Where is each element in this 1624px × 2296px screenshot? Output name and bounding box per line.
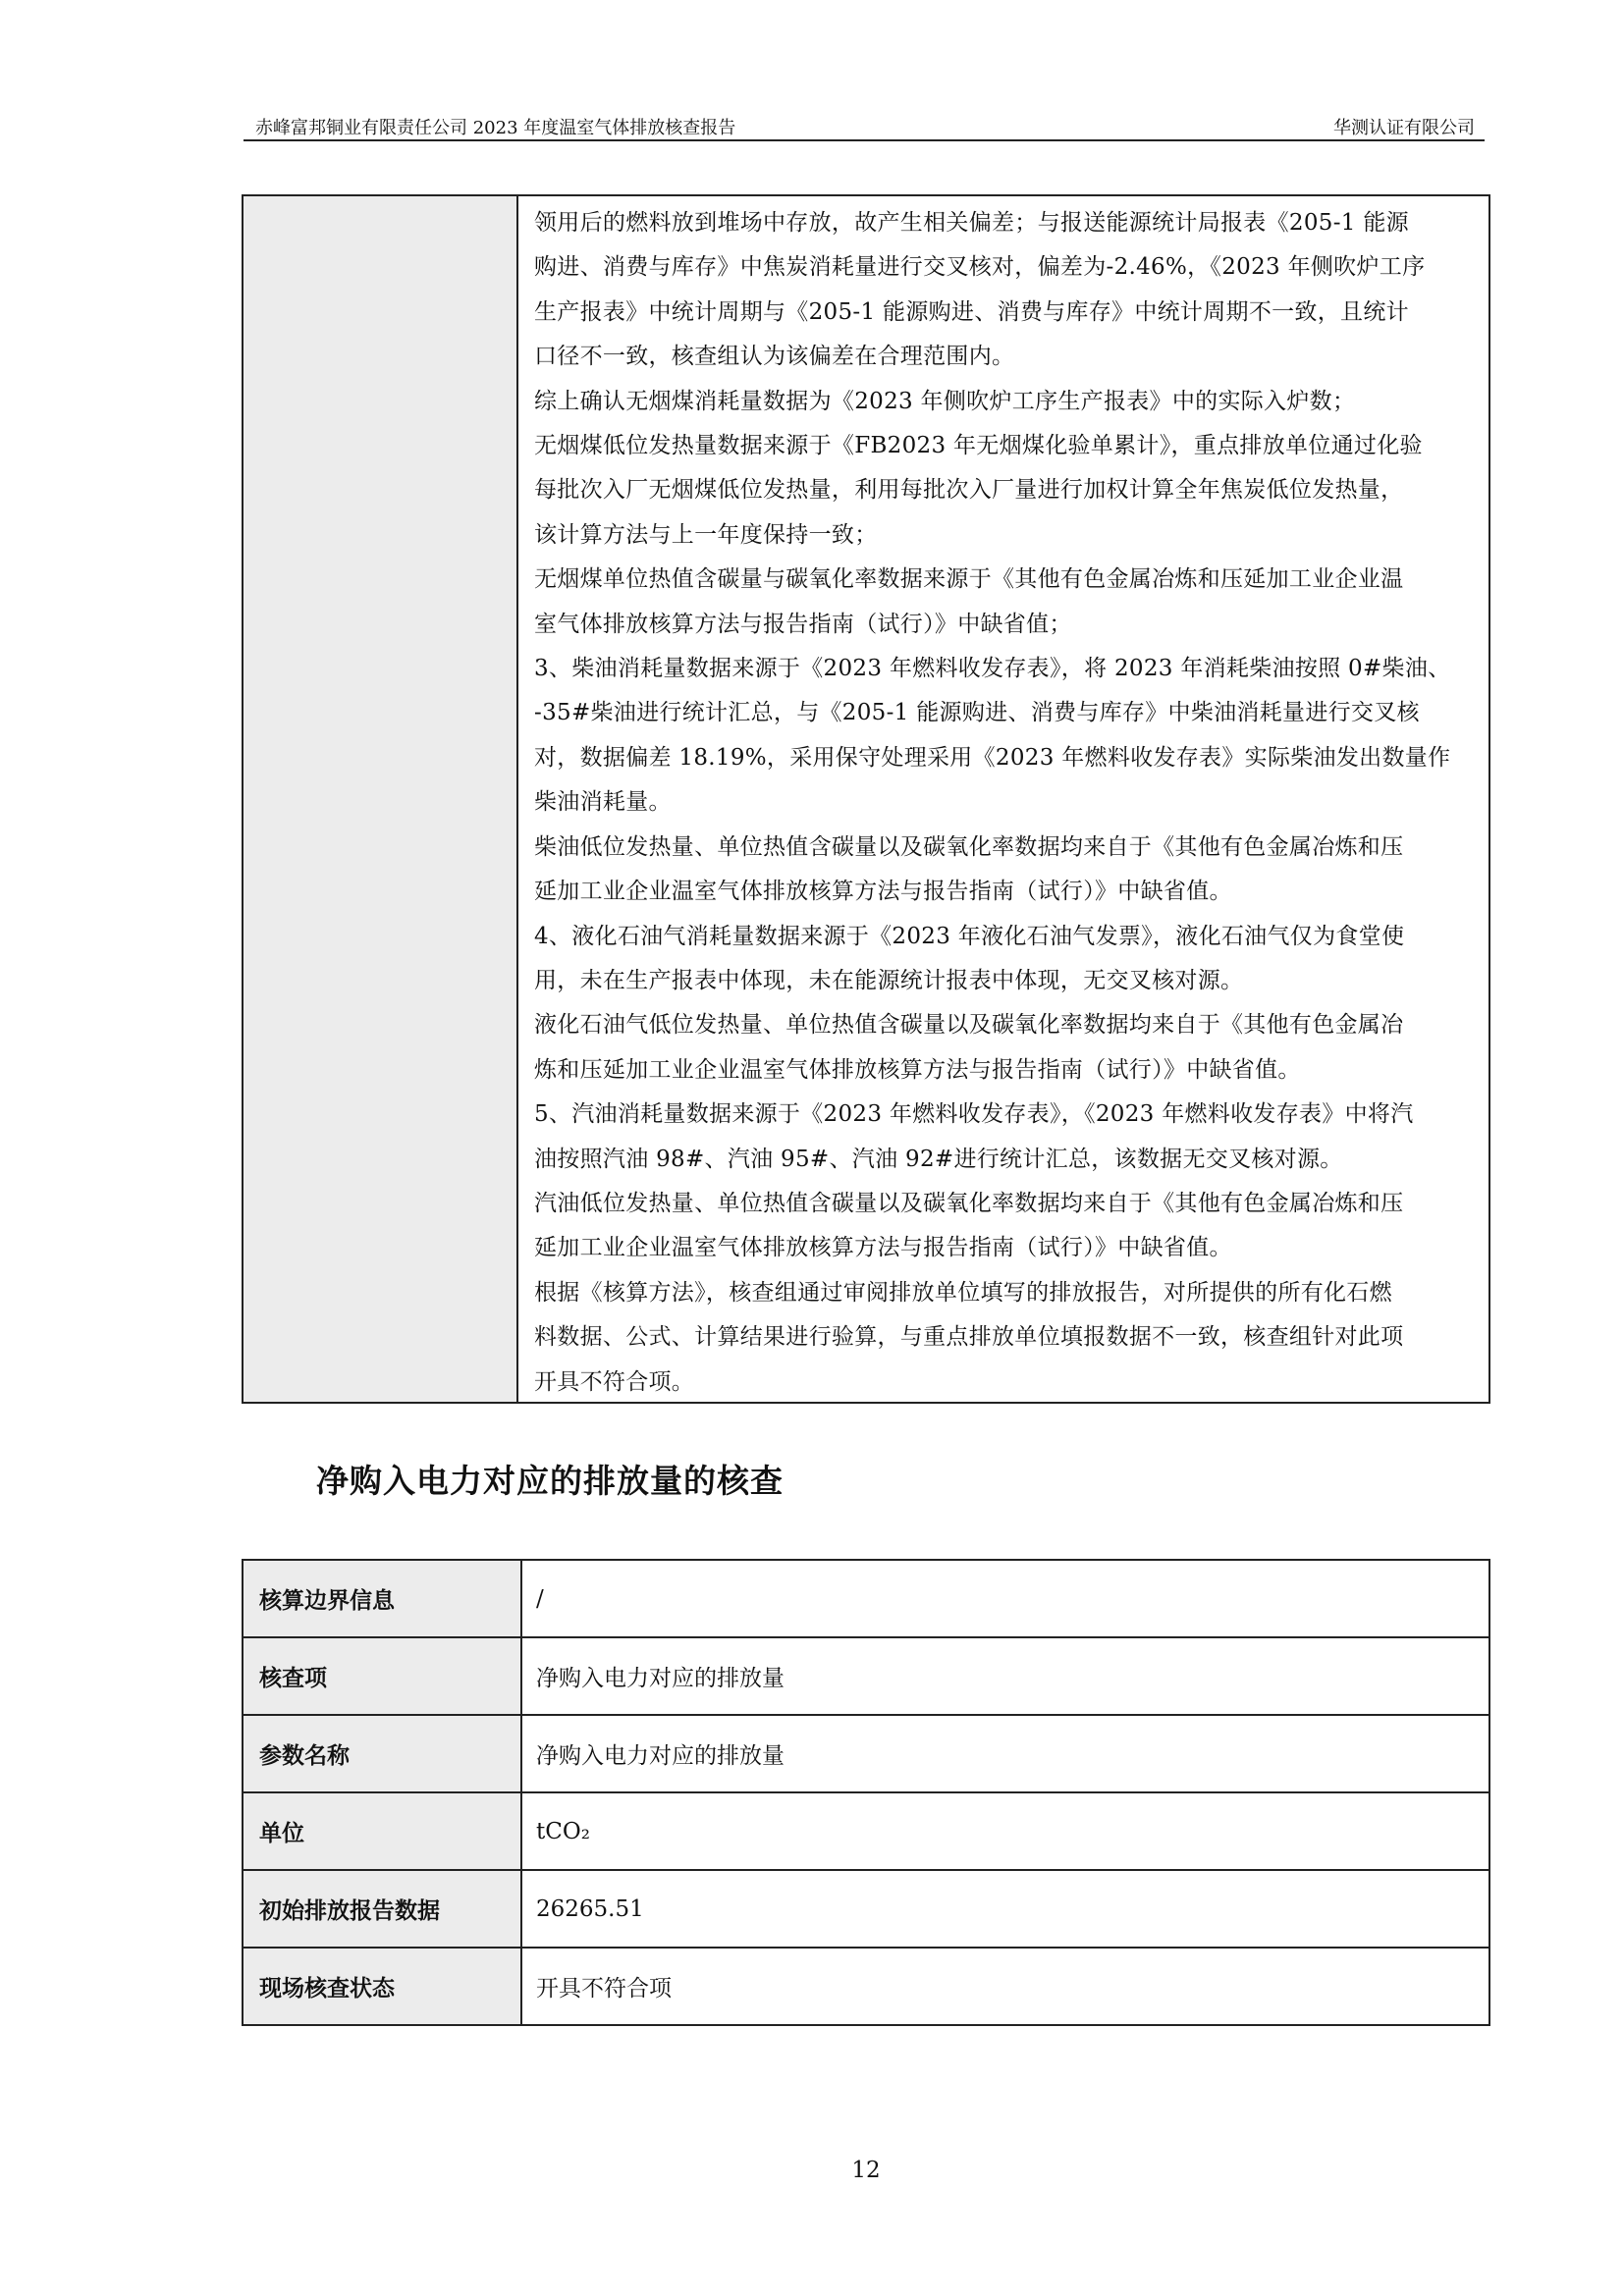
continuation-line: 对，数据偏差 18.19%，采用保守处理采用《2023 年燃料收发存表》实际柴油发出数量作 [534,744,1451,771]
continuation-label-cell [244,196,518,1402]
row-label: 参数名称 [243,1715,521,1792]
continuation-line: -35#柴油进行统计汇总，与《205-1 能源购进、消费与库存》中柴油消耗量进行交叉核 [534,700,1420,726]
table-row [243,1870,1489,1948]
row-value: / [521,1560,1489,1637]
continuation-line: 油按照汽油 98#、汽油 95#、汽油 92#进行统计汇总，该数据无交叉核对源。 [534,1146,1343,1172]
continuation-line: 3、柴油消耗量数据来源于《2023 年燃料收发存表》，将 2023 年消耗柴油按照 0#柴油、 [534,656,1451,682]
continuation-line: 无烟煤低位发热量数据来源于《FB2023 年无烟煤化验单累计》，重点排放单位通过化验 [534,433,1423,459]
continuation-line: 开具不符合项。 [534,1368,695,1395]
table-row [243,1792,1489,1870]
continuation-line: 领用后的燃料放到堆场中存放，故产生相关偏差；与报送能源统计局报表《205-1 能源 [534,210,1409,236]
continuation-line: 延加工业企业温室气体排放核算方法与报告指南（试行）》中缺省值。 [534,879,1232,905]
continuation-line: 汽油低位发热量、单位热值含碳量以及碳氧化率数据均来自于《其他有色金属冶炼和压 [534,1190,1404,1216]
continuation-line: 综上确认无烟煤消耗量数据为《2023 年侧吹炉工序生产报表》中的实际入炉数； [534,388,1356,414]
header-company-name: 华测认证有限公司 [1333,118,1475,138]
row-value: 净购入电力对应的排放量 [521,1637,1489,1715]
page-number: 12 [851,2158,881,2183]
continuation-line: 柴油低位发热量、单位热值含碳量以及碳氧化率数据均来自于《其他有色金属冶炼和压 [534,833,1404,860]
row-label: 初始排放报告数据 [243,1870,521,1948]
continuation-line: 炼和压延加工业企业温室气体排放核算方法与报告指南（试行）》中缺省值。 [534,1056,1301,1083]
row-label: 现场核查状态 [243,1948,521,2025]
row-label: 核算边界信息 [243,1560,521,1637]
continuation-line: 柴油消耗量。 [534,789,672,816]
header-report-title: 赤峰富邦铜业有限责任公司 2023 年度温室气体排放核查报告 [255,118,736,138]
continuation-line: 用，未在生产报表中体现，未在能源统计报表中体现，无交叉核对源。 [534,967,1244,993]
continuation-line: 室气体排放核算方法与报告指南（试行）》中缺省值； [534,611,1072,637]
row-value: tCO₂ [521,1792,1489,1870]
verification-table [242,1559,1490,2026]
table-row [243,1715,1489,1792]
table-row [243,1948,1489,2025]
section-title: 净购入电力对应的排放量的核查 [316,1462,784,1500]
table-row [243,1637,1489,1715]
continuation-line: 该计算方法与上一年度保持一致； [534,521,878,548]
row-label: 核查项 [243,1637,521,1715]
continuation-line: 生产报表》中统计周期与《205-1 能源购进、消费与库存》中统计周期不一致，且统计 [534,298,1409,325]
row-value: 净购入电力对应的排放量 [521,1715,1489,1792]
continuation-line: 4、液化石油气消耗量数据来源于《2023 年液化石油气发票》，液化石油气仅为食堂使 [534,923,1405,949]
continuation-line: 5、汽油消耗量数据来源于《2023 年燃料收发存表》，《2023 年燃料收发存表》中将汽 [534,1101,1414,1128]
continuation-line: 口径不一致，核查组认为该偏差在合理范围内。 [534,344,1015,370]
continuation-line: 料数据、公式、计算结果进行验算，与重点排放单位填报数据不一致，核查组针对此项 [534,1324,1404,1351]
table-row [243,1560,1489,1637]
continuation-line: 延加工业企业温室气体排放核算方法与报告指南（试行）》中缺省值。 [534,1235,1232,1261]
continuation-line: 液化石油气低位发热量、单位热值含碳量以及碳氧化率数据均来自于《其他有色金属冶 [534,1012,1404,1039]
page-header [244,110,1485,141]
continuation-table [242,194,1490,1404]
row-value: 开具不符合项 [521,1948,1489,2025]
continuation-line: 购进、消费与库存》中焦炭消耗量进行交叉核对，偏差为-2.46%，《2023 年侧吹炉工序 [534,254,1426,281]
continuation-content-cell [534,201,1477,1405]
row-label: 单位 [243,1792,521,1870]
continuation-line: 无烟煤单位热值含碳量与碳氧化率数据来源于《其他有色金属冶炼和压延加工业企业温 [534,566,1404,593]
continuation-line: 根据《核算方法》，核查组通过审阅排放单位填写的排放报告，对所提供的所有化石燃 [534,1279,1392,1306]
row-value: 26265.51 [521,1870,1489,1948]
continuation-line: 每批次入厂无烟煤低位发热量，利用每批次入厂量进行加权计算全年焦炭低位发热量， [534,477,1404,504]
